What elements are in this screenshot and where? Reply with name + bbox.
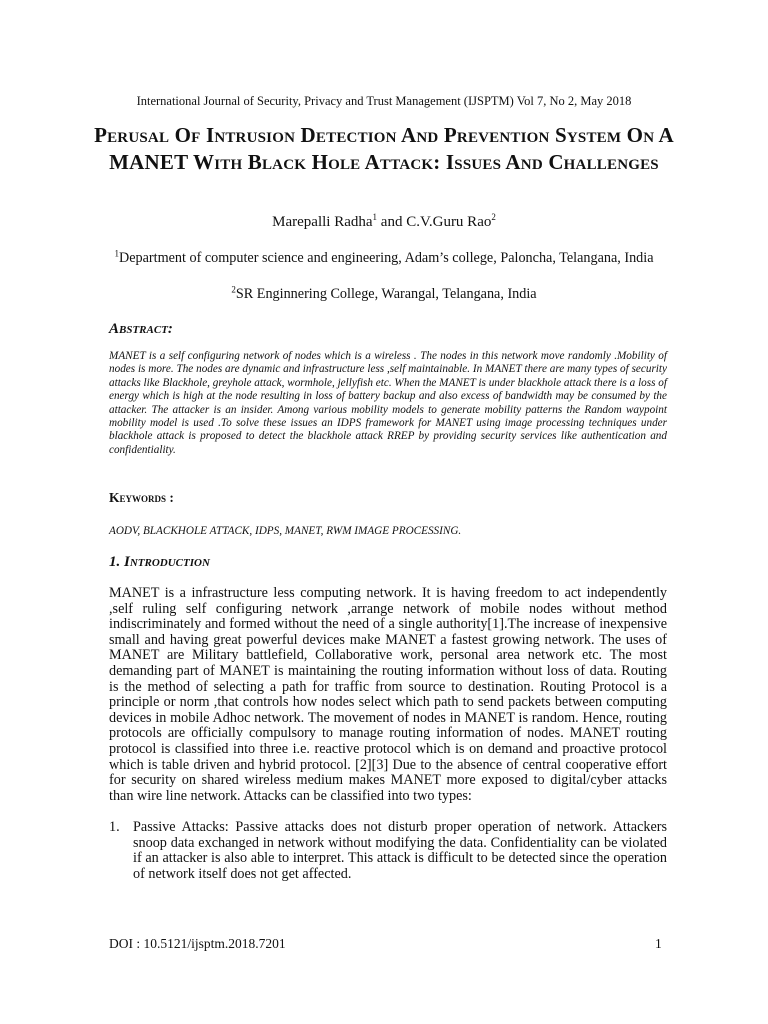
affiliation-marker: 2 [491,212,496,222]
keywords-colon: : [166,490,174,505]
keywords-text: AODV, BLACKHOLE ATTACK, IDPS, MANET, RWM IMAGE PROCESSING. [109,525,462,537]
abstract-heading: Abstract: [109,321,173,337]
author-conjunction: and [377,214,407,230]
author-name: Marepalli Radha [272,214,373,230]
footer-doi: DOI : 10.5121/ijsptm.2018.7201 [109,936,286,951]
affiliation-text: Department of computer science and engineering, Adam’s college, Paloncha, Telangana, India [118,250,654,266]
running-header: International Journal of Security, Privacy and Trust Management (IJSPTM) Vol 7, No 2, May 2018 [136,94,632,108]
affiliation-1 [110,250,658,266]
list-item [109,820,667,882]
list-item-number: 1. [109,819,120,835]
abstract-text: MANET is a self configuring network of nodes which is a wireless . The nodes in this network move randomly .Mobility of nodes is more. The nodes are dynamic and infrastructure less ,self maintainable. In MANET there are many types of security attacks like Blackhole, greyhole attack, wormhole, jellyfish etc. When the MANET is under blackhole attack there is a loss of energy which is high at the node resulting in loss of battery backup and also excess of bandwidth may be consumed by the attacker. The attacker is an insider. Among various mobility models to generate mobility patterns the Random waypoint mobility model is used .To solve these issues an IDPS framework for MANET using image processing techniques under blackhole attack is proposed to detect the blackhole attack RREP by providing security services like authentication and confidentiality. [109,350,667,456]
affiliation-marker: 1 [372,212,378,222]
affiliation-marker: 1 [114,248,119,259]
affiliation-marker: 2 [231,284,236,295]
keywords-heading [109,490,174,506]
author-line [0,214,768,231]
list-item-text: Passive Attacks: Passive attacks does not disturb proper operation of network. Attackers snoop data exchanged in network without modifying the data. Confidentiality can be violated if an attacker is also able to interpret. This attack is difficult to be detected since the operation of network itself does not get affected. [133,819,667,882]
keywords-label: Keywords [109,490,167,505]
page-number: 1 [655,936,662,951]
section-heading-introduction: 1. Introduction [109,554,210,570]
affiliation-text: SR Enginnering College, Warangal, Telangana, India [235,286,537,302]
paper-title: Perusal Of Intrusion Detection And Prevention System On A MANET With Black Hole Attack: Issues And Challenges [94,123,674,174]
introduction-paragraph: MANET is a infrastructure less computing network. It is having freedom to act independently ,self ruling self configuring network ,arrange network of mobile nodes without method indiscriminately and formed without the need of a single authority[1].The increase of inexpensive small and having great powerful devices make MANET a fastest growing network. The uses of MANET are Military battlefield, Collaborative work, personal area network etc. The most demanding part of MANET is maintaining the routing information without loss of data. Routing is the method of selecting a path for traffic from source to destination. Routing Protocol is a principle or norm ,that controls how nodes select which path to send packets between computing devices in mobile Adhoc network. The movement of nodes in MANET is random. Hence, routing protocols are officially compulsory to manage routing information of nodes. MANET routing protocol is classified into three i.e. reactive protocol which is on demand and proactive protocol which is table driven and hybrid protocol. [2][3] Due to the absence of central cooperative effort for security on shared wireless medium makes MANET more exposed to digital/cyber attacks than wire line network. Attacks can be classified into two types: [109,585,667,804]
affiliation-2 [110,286,658,302]
author-name: C.V.Guru Rao [406,214,492,230]
